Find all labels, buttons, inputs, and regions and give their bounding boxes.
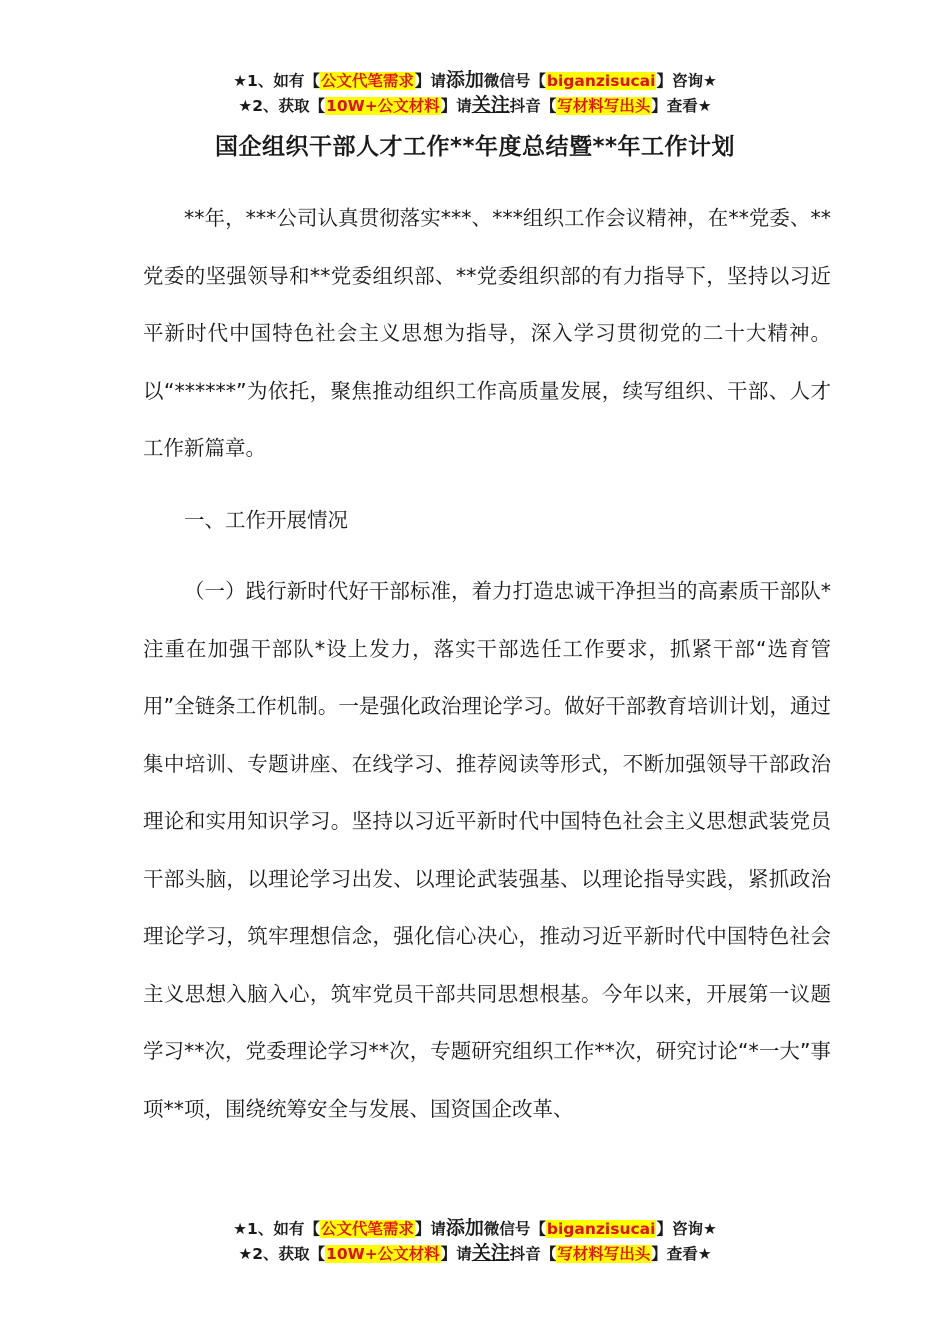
wechat-id-highlight: biganzisucai [546,72,656,90]
highlight-text: 公文代笔需求 [320,72,414,90]
highlight-text: 公文代笔需求 [320,1220,414,1238]
banner-text: 微信号【 [483,1220,546,1238]
banner-text: 】咨询★ [656,1220,717,1238]
banner-text: ★1、如有【 [233,1220,320,1238]
banner-line-2 [0,1241,950,1266]
douyin-id-highlight: 写材料写出头 [557,97,651,115]
banner-text: 】查看★ [651,97,712,115]
banner-text: 】查看★ [651,1245,712,1263]
banner-text: ★2、获取【 [238,1245,326,1263]
banner-line-2 [0,93,950,118]
banner-text: 抖音【 [509,1245,557,1263]
douyin-id-highlight: 写材料写出头 [557,1245,651,1263]
banner-line-1 [0,1216,950,1241]
body-paragraph: （一）践行新时代好干部标准，着力打造忠诚干净担当的高素质干部队*注重在加强干部队*设上发力，落实干部选任工作要求，抓紧干部“选育管用”全链条工作机制。一是强化政治理论学习。做好干部教育培训计划，通过集中培训、专题讲座、在线学习、推荐阅读等形式，不断加强领导干部政治理论和实用知识学习。坚持以习近平新时代中国特色社会主义思想武装党员干部头脑，以理论学习出发、以理论武装强基、以理论指导实践，紧抓政治理论学习，筑牢理想信念，强化信心决心，推动习近平新时代中国特色社会主义思想入脑入心，筑牢党员干部共同思想根基。今年以来，开展第一议题学习**次，党委理论学习**次，专题研究组织工作**次，研究讨论“*一大”事项**项，围绕统筹安全与发展、国资国企改革、 [143,579,831,1121]
banner-text: ★1、如有【 [233,72,320,90]
emphasis-text: 添加 [445,69,484,91]
banner-text: 抖音【 [509,97,557,115]
banner-text: 】请 [440,1245,472,1263]
section-heading: 一、工作开展情况 [184,507,348,532]
emphasis-text: 添加 [445,1217,484,1239]
header-banner [0,68,950,118]
banner-text: 】咨询★ [656,72,717,90]
banner-text: 微信号【 [483,72,546,90]
footer-banner [0,1216,950,1266]
banner-text: 】请 [414,1220,446,1238]
banner-line-1 [0,68,950,93]
highlight-text: 10W+公文材料 [326,1245,440,1263]
document-body [143,190,831,1138]
emphasis-text: 关注 [471,1242,510,1264]
wechat-id-highlight: biganzisucai [546,1220,656,1238]
highlight-text: 10W+公文材料 [326,97,440,115]
banner-text: 】请 [414,72,446,90]
banner-text: ★2、获取【 [238,97,326,115]
intro-paragraph: **年，***公司认真贯彻落实***、***组织工作会议精神，在**党委、**党委的坚强领导和**党委组织部、**党委组织部的有力指导下，坚持以习近平新时代中国特色社会主义思想为指导，深入学习贯彻党的二十大精神。以“******”为依托，聚焦推动组织工作高质量发展，续写组织、干部、人才工作新篇章。 [143,206,831,460]
document-title: 国企组织干部人才工作**年度总结暨**年工作计划 [214,134,736,160]
banner-text: 】请 [440,97,472,115]
emphasis-text: 关注 [471,94,510,116]
